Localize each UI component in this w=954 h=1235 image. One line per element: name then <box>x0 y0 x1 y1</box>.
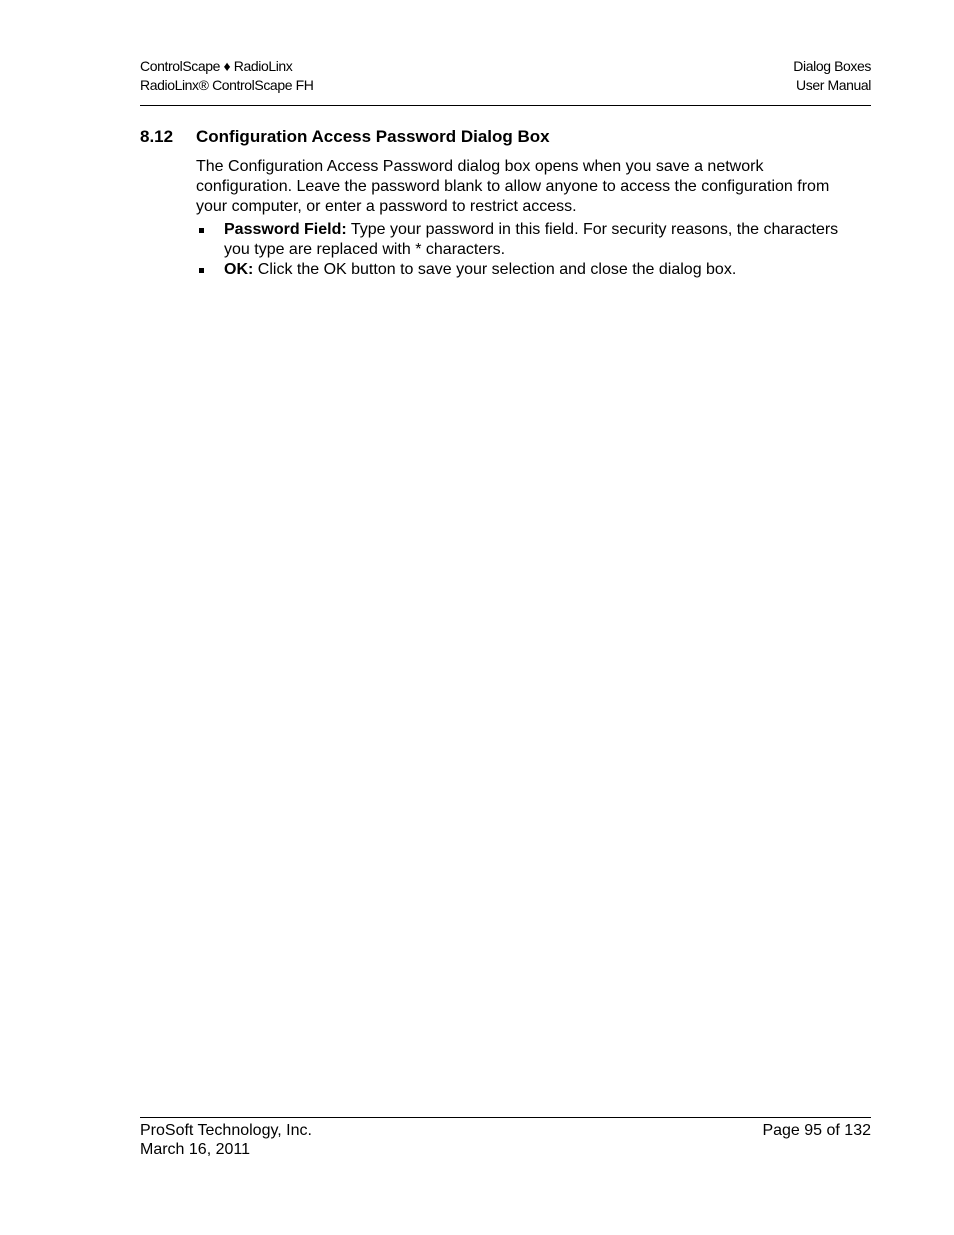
square-bullet-icon <box>199 228 204 233</box>
header-product-subline: RadioLinx® ControlScape FH <box>140 77 314 93</box>
footer-date: March 16, 2011 <box>140 1141 250 1158</box>
footer-left <box>140 1121 312 1159</box>
header-left <box>140 57 313 95</box>
section-title: Configuration Access Password Dialog Box <box>196 127 550 146</box>
section-heading <box>140 126 550 148</box>
footer-right <box>762 1121 871 1140</box>
footer-company: ProSoft Technology, Inc. <box>140 1122 312 1139</box>
page-footer <box>140 1117 871 1158</box>
bullet-text: Type your password in this field. For security reasons, the characters you type are replaced with * characters. <box>224 221 839 258</box>
bullet-text: Click the OK button to save your selection and close the dialog box. <box>253 261 737 278</box>
intro-paragraph: The Configuration Access Password dialog box opens when you save a network configuration. Leave the password blank to allow anyone to access the configuration from your computer, or enter a password to restrict access. <box>196 158 830 215</box>
page-header <box>140 57 871 106</box>
header-right <box>793 57 871 95</box>
square-bullet-icon <box>199 268 204 273</box>
list-item <box>196 220 856 260</box>
bullet-list <box>196 220 856 280</box>
list-item <box>196 260 856 280</box>
bullet-term: Password Field: <box>224 221 347 238</box>
footer-page-number: Page 95 of 132 <box>762 1122 871 1139</box>
bullet-term: OK: <box>224 261 254 278</box>
header-manual-type: User Manual <box>796 77 871 93</box>
section-body <box>196 157 856 280</box>
section-number: 8.12 <box>140 127 174 146</box>
header-product-line: ControlScape ♦ RadioLinx <box>140 58 293 74</box>
header-chapter: Dialog Boxes <box>793 58 871 74</box>
